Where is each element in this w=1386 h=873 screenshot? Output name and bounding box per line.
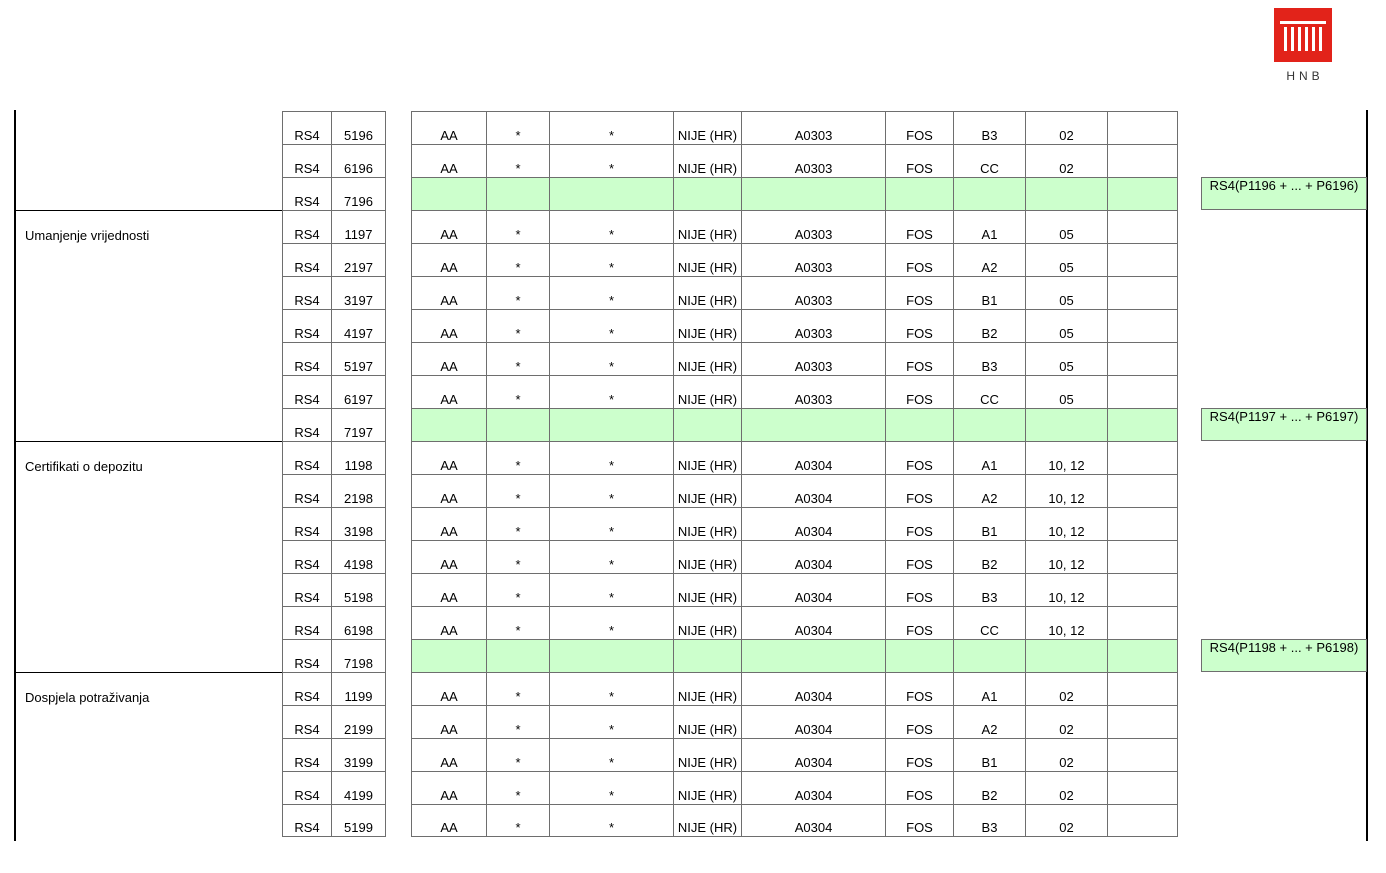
code-cell: 5199	[331, 804, 386, 837]
attribute-cell: B1	[953, 738, 1026, 771]
attribute-cell: *	[549, 111, 674, 144]
form-cell: RS4	[282, 111, 332, 144]
attribute-cell: NIJE (HR)	[673, 210, 742, 243]
code-cell: 4198	[331, 540, 386, 573]
attribute-cell: 02	[1025, 705, 1108, 738]
table-row	[0, 144, 1386, 177]
attribute-cell: AA	[411, 540, 487, 573]
form-cell: RS4	[282, 441, 332, 474]
attribute-cell: A0304	[741, 606, 886, 639]
attribute-cell: A0304	[741, 441, 886, 474]
table-row-sum	[0, 639, 1386, 672]
attribute-cell	[1107, 441, 1178, 474]
attribute-cell: A0304	[741, 771, 886, 804]
attribute-cell: A0303	[741, 342, 886, 375]
attribute-cell	[741, 177, 886, 210]
attribute-cell: *	[549, 441, 674, 474]
form-cell: RS4	[282, 408, 332, 441]
attribute-cell: *	[486, 342, 550, 375]
attribute-cell: AA	[411, 672, 487, 705]
table-row	[0, 606, 1386, 639]
attribute-cell	[486, 639, 550, 672]
section-label: Certifikati o depozitu	[25, 459, 143, 474]
attribute-cell: NIJE (HR)	[673, 606, 742, 639]
table-row	[0, 309, 1386, 342]
attribute-cell: *	[486, 276, 550, 309]
code-cell: 2197	[331, 243, 386, 276]
attribute-cell: *	[486, 243, 550, 276]
attribute-cell: 05	[1025, 243, 1108, 276]
attribute-cell: NIJE (HR)	[673, 441, 742, 474]
attribute-cell: AA	[411, 804, 487, 837]
attribute-cell: FOS	[885, 309, 954, 342]
code-cell: 1197	[331, 210, 386, 243]
code-cell: 7198	[331, 639, 386, 672]
attribute-cell: B3	[953, 573, 1026, 606]
table-row	[0, 540, 1386, 573]
attribute-cell: FOS	[885, 573, 954, 606]
attribute-cell: *	[486, 474, 550, 507]
attribute-cell: A0304	[741, 507, 886, 540]
attribute-cell: FOS	[885, 243, 954, 276]
attribute-cell	[549, 408, 674, 441]
form-cell: RS4	[282, 342, 332, 375]
attribute-cell: NIJE (HR)	[673, 276, 742, 309]
form-cell: RS4	[282, 144, 332, 177]
attribute-cell: 10, 12	[1025, 507, 1108, 540]
attribute-cell	[673, 408, 742, 441]
form-cell: RS4	[282, 771, 332, 804]
table-row	[0, 804, 1386, 837]
attribute-cell: *	[486, 804, 550, 837]
attribute-cell: FOS	[885, 210, 954, 243]
code-cell: 5196	[331, 111, 386, 144]
attribute-cell: FOS	[885, 738, 954, 771]
table-row	[0, 441, 1386, 474]
attribute-cell: *	[549, 507, 674, 540]
attribute-cell	[1107, 408, 1178, 441]
attribute-cell: FOS	[885, 540, 954, 573]
section-label: Dospjela potraživanja	[25, 690, 150, 705]
table-row	[0, 375, 1386, 408]
section-label: Umanjenje vrijednosti	[25, 228, 150, 243]
attribute-cell: *	[549, 243, 674, 276]
attribute-cell	[1107, 771, 1178, 804]
attribute-cell: FOS	[885, 441, 954, 474]
attribute-cell: A1	[953, 210, 1026, 243]
code-cell: 6196	[331, 144, 386, 177]
attribute-cell: A2	[953, 474, 1026, 507]
attribute-cell: AA	[411, 507, 487, 540]
attribute-cell: NIJE (HR)	[673, 144, 742, 177]
code-cell: 7197	[331, 408, 386, 441]
attribute-cell	[1107, 276, 1178, 309]
attribute-cell: AA	[411, 771, 487, 804]
form-cell: RS4	[282, 309, 332, 342]
attribute-cell	[953, 408, 1026, 441]
form-cell: RS4	[282, 540, 332, 573]
attribute-cell	[1107, 540, 1178, 573]
table-row-sum	[0, 177, 1386, 210]
attribute-cell: A0304	[741, 573, 886, 606]
attribute-cell	[1107, 375, 1178, 408]
attribute-cell: NIJE (HR)	[673, 771, 742, 804]
attribute-cell: 02	[1025, 144, 1108, 177]
attribute-cell: *	[549, 705, 674, 738]
form-cell: RS4	[282, 606, 332, 639]
attribute-cell: NIJE (HR)	[673, 243, 742, 276]
attribute-cell: FOS	[885, 375, 954, 408]
attribute-cell	[1107, 177, 1178, 210]
attribute-cell: *	[549, 738, 674, 771]
attribute-cell: A1	[953, 441, 1026, 474]
attribute-cell	[1107, 705, 1178, 738]
attribute-cell: A0304	[741, 705, 886, 738]
attribute-cell: 05	[1025, 375, 1108, 408]
form-cell: RS4	[282, 243, 332, 276]
attribute-cell: 05	[1025, 309, 1108, 342]
table-row-sum	[0, 408, 1386, 441]
attribute-cell	[1107, 672, 1178, 705]
code-cell: 2198	[331, 474, 386, 507]
attribute-cell: FOS	[885, 474, 954, 507]
attribute-cell	[411, 408, 487, 441]
attribute-cell: FOS	[885, 111, 954, 144]
code-cell: 4199	[331, 771, 386, 804]
attribute-cell: 02	[1025, 771, 1108, 804]
attribute-cell	[1107, 309, 1178, 342]
form-cell: RS4	[282, 375, 332, 408]
attribute-cell	[1107, 342, 1178, 375]
attribute-cell: *	[486, 111, 550, 144]
attribute-cell: *	[486, 144, 550, 177]
attribute-cell: *	[549, 276, 674, 309]
code-cell: 3199	[331, 738, 386, 771]
form-cell: RS4	[282, 507, 332, 540]
attribute-cell: *	[549, 573, 674, 606]
attribute-cell	[673, 177, 742, 210]
attribute-cell: B3	[953, 804, 1026, 837]
attribute-cell: AA	[411, 606, 487, 639]
attribute-cell	[953, 177, 1026, 210]
attribute-cell: FOS	[885, 804, 954, 837]
table-row	[0, 474, 1386, 507]
attribute-cell: AA	[411, 309, 487, 342]
attribute-cell: *	[486, 210, 550, 243]
attribute-cell: 10, 12	[1025, 441, 1108, 474]
attribute-cell: FOS	[885, 606, 954, 639]
attribute-cell: B2	[953, 309, 1026, 342]
code-cell: 3198	[331, 507, 386, 540]
attribute-cell: *	[486, 606, 550, 639]
attribute-cell: *	[549, 672, 674, 705]
attribute-cell: 05	[1025, 210, 1108, 243]
attribute-cell: AA	[411, 474, 487, 507]
attribute-cell: A0304	[741, 672, 886, 705]
attribute-cell: *	[486, 705, 550, 738]
attribute-cell: AA	[411, 342, 487, 375]
attribute-cell	[549, 177, 674, 210]
attribute-cell: *	[486, 309, 550, 342]
attribute-cell: AA	[411, 210, 487, 243]
attribute-cell: A0303	[741, 210, 886, 243]
code-cell: 4197	[331, 309, 386, 342]
attribute-cell: *	[486, 738, 550, 771]
attribute-cell: *	[549, 804, 674, 837]
code-cell: 6197	[331, 375, 386, 408]
attribute-cell: A0304	[741, 738, 886, 771]
attribute-cell: CC	[953, 375, 1026, 408]
attribute-cell	[885, 177, 954, 210]
table-row	[0, 243, 1386, 276]
hnb-logo	[1274, 8, 1332, 88]
attribute-cell: NIJE (HR)	[673, 540, 742, 573]
attribute-cell	[1107, 804, 1178, 837]
form-cell: RS4	[282, 804, 332, 837]
attribute-cell: A0303	[741, 144, 886, 177]
sum-formula-cell: RS4(P1196 + ... + P6196)	[1201, 177, 1367, 210]
attribute-cell: AA	[411, 441, 487, 474]
sum-formula-cell: RS4(P1197 + ... + P6197)	[1201, 408, 1367, 441]
attribute-cell	[741, 408, 886, 441]
attribute-cell	[411, 639, 487, 672]
attribute-cell	[1025, 408, 1108, 441]
attribute-cell: A2	[953, 705, 1026, 738]
attribute-cell: 02	[1025, 111, 1108, 144]
attribute-cell: *	[549, 309, 674, 342]
attribute-cell: A0303	[741, 276, 886, 309]
table-row	[0, 342, 1386, 375]
form-cell: RS4	[282, 474, 332, 507]
attribute-cell	[885, 639, 954, 672]
attribute-cell: NIJE (HR)	[673, 738, 742, 771]
form-cell: RS4	[282, 210, 332, 243]
attribute-cell: A2	[953, 243, 1026, 276]
attribute-cell	[1107, 144, 1178, 177]
attribute-cell: NIJE (HR)	[673, 804, 742, 837]
attribute-cell: B1	[953, 276, 1026, 309]
form-cell: RS4	[282, 639, 332, 672]
section-separator	[16, 672, 282, 673]
code-cell: 3197	[331, 276, 386, 309]
attribute-cell: FOS	[885, 144, 954, 177]
attribute-cell: NIJE (HR)	[673, 342, 742, 375]
attribute-cell: *	[549, 540, 674, 573]
form-cell: RS4	[282, 177, 332, 210]
attribute-cell: *	[549, 474, 674, 507]
table-row	[0, 771, 1386, 804]
attribute-cell	[885, 408, 954, 441]
attribute-cell: AA	[411, 276, 487, 309]
sum-formula-cell: RS4(P1198 + ... + P6198)	[1201, 639, 1367, 672]
table-row	[0, 573, 1386, 606]
attribute-cell: NIJE (HR)	[673, 507, 742, 540]
table-row	[0, 276, 1386, 309]
attribute-cell	[1107, 639, 1178, 672]
form-cell: RS4	[282, 672, 332, 705]
table-row	[0, 111, 1386, 144]
attribute-cell: AA	[411, 573, 487, 606]
attribute-cell: A0303	[741, 309, 886, 342]
attribute-cell: 02	[1025, 804, 1108, 837]
attribute-cell	[1025, 177, 1108, 210]
attribute-cell: *	[486, 672, 550, 705]
attribute-cell: B2	[953, 771, 1026, 804]
attribute-cell	[1107, 111, 1178, 144]
attribute-cell	[953, 639, 1026, 672]
attribute-cell	[486, 408, 550, 441]
attribute-cell	[673, 639, 742, 672]
attribute-cell: A0304	[741, 540, 886, 573]
attribute-cell	[1025, 639, 1108, 672]
attribute-cell: A0303	[741, 375, 886, 408]
attribute-cell: 10, 12	[1025, 573, 1108, 606]
attribute-cell: 10, 12	[1025, 474, 1108, 507]
attribute-cell: A0303	[741, 243, 886, 276]
form-cell: RS4	[282, 738, 332, 771]
attribute-cell: NIJE (HR)	[673, 672, 742, 705]
attribute-cell: 02	[1025, 672, 1108, 705]
section-separator	[16, 441, 282, 442]
attribute-cell: A0304	[741, 474, 886, 507]
form-cell: RS4	[282, 276, 332, 309]
attribute-cell: FOS	[885, 276, 954, 309]
attribute-cell: NIJE (HR)	[673, 705, 742, 738]
attribute-cell: *	[549, 375, 674, 408]
attribute-cell: A1	[953, 672, 1026, 705]
attribute-cell: NIJE (HR)	[673, 573, 742, 606]
attribute-cell: NIJE (HR)	[673, 375, 742, 408]
attribute-cell: FOS	[885, 507, 954, 540]
attribute-cell: AA	[411, 375, 487, 408]
attribute-cell	[1107, 738, 1178, 771]
attribute-cell: FOS	[885, 705, 954, 738]
attribute-cell: *	[486, 540, 550, 573]
attribute-cell: *	[549, 771, 674, 804]
code-cell: 6198	[331, 606, 386, 639]
attribute-cell: AA	[411, 243, 487, 276]
form-cell: RS4	[282, 705, 332, 738]
attribute-cell: B3	[953, 342, 1026, 375]
attribute-cell: B2	[953, 540, 1026, 573]
attribute-cell: *	[486, 375, 550, 408]
attribute-cell	[1107, 210, 1178, 243]
attribute-cell: B1	[953, 507, 1026, 540]
attribute-cell: FOS	[885, 672, 954, 705]
attribute-cell: CC	[953, 144, 1026, 177]
attribute-cell: 10, 12	[1025, 540, 1108, 573]
attribute-cell: FOS	[885, 771, 954, 804]
table-row	[0, 507, 1386, 540]
code-cell: 5198	[331, 573, 386, 606]
attribute-cell: 02	[1025, 738, 1108, 771]
attribute-cell: *	[549, 144, 674, 177]
attribute-cell: 05	[1025, 276, 1108, 309]
attribute-cell: AA	[411, 738, 487, 771]
attribute-cell: *	[486, 441, 550, 474]
code-cell: 2199	[331, 705, 386, 738]
attribute-cell: *	[486, 507, 550, 540]
attribute-cell: FOS	[885, 342, 954, 375]
attribute-cell: *	[486, 771, 550, 804]
attribute-cell	[549, 639, 674, 672]
attribute-cell: *	[486, 573, 550, 606]
attribute-cell: AA	[411, 144, 487, 177]
section-separator	[16, 210, 282, 211]
table-row	[0, 210, 1386, 243]
code-cell: 1199	[331, 672, 386, 705]
attribute-cell: NIJE (HR)	[673, 309, 742, 342]
attribute-cell	[1107, 573, 1178, 606]
attribute-cell	[486, 177, 550, 210]
attribute-cell	[1107, 474, 1178, 507]
attribute-cell	[1107, 243, 1178, 276]
table-row	[0, 738, 1386, 771]
table-row	[0, 705, 1386, 738]
table-row	[0, 672, 1386, 705]
attribute-cell: A0304	[741, 804, 886, 837]
attribute-cell: CC	[953, 606, 1026, 639]
attribute-cell	[411, 177, 487, 210]
code-cell: 7196	[331, 177, 386, 210]
hnb-logo-text: HNB	[1286, 69, 1324, 83]
attribute-cell	[1107, 507, 1178, 540]
attribute-cell: A0303	[741, 111, 886, 144]
attribute-cell: AA	[411, 705, 487, 738]
attribute-cell: *	[549, 606, 674, 639]
code-cell: 1198	[331, 441, 386, 474]
attribute-cell: AA	[411, 111, 487, 144]
code-cell: 5197	[331, 342, 386, 375]
hnb-logo-mark-icon	[1274, 8, 1332, 62]
attribute-cell: B3	[953, 111, 1026, 144]
attribute-cell: NIJE (HR)	[673, 474, 742, 507]
attribute-cell: *	[549, 342, 674, 375]
attribute-cell	[1107, 606, 1178, 639]
attribute-cell	[741, 639, 886, 672]
attribute-cell: *	[549, 210, 674, 243]
attribute-cell: 10, 12	[1025, 606, 1108, 639]
attribute-cell: NIJE (HR)	[673, 111, 742, 144]
attribute-cell: 05	[1025, 342, 1108, 375]
form-cell: RS4	[282, 573, 332, 606]
